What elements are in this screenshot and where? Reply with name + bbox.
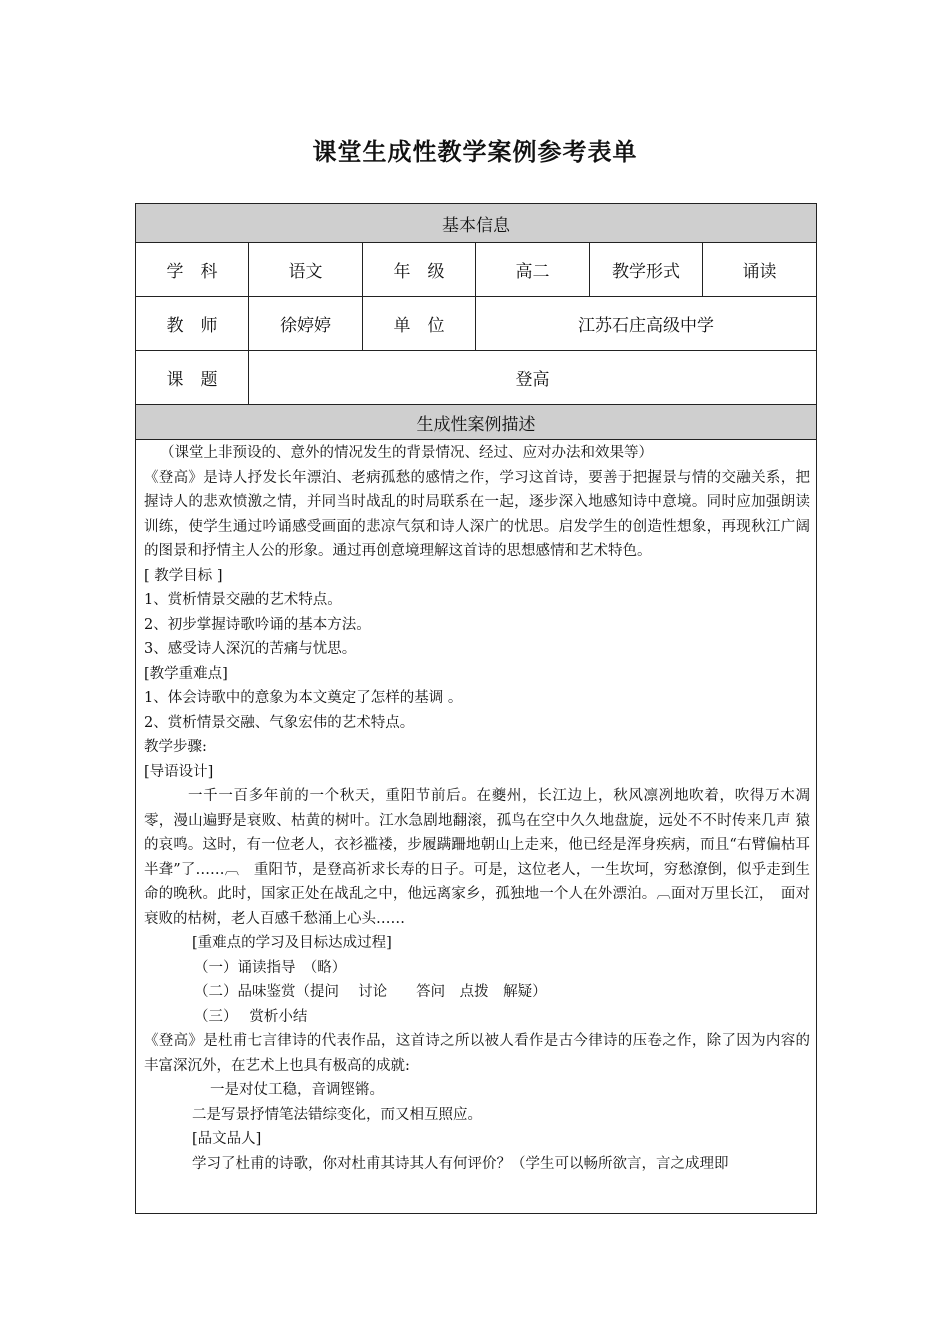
topic-label: 课 题 (136, 351, 249, 405)
case-description-header: 生成性案例描述 (136, 405, 817, 440)
section-heading-intro-design: [导语设计] (144, 763, 214, 780)
summary-point: 二是写景抒情笔法错综变化，而又相互照应。 (192, 1106, 482, 1123)
summary-paragraph: 《登高》是杜甫七言律诗的代表作品，这首诗之所以被人看作是古今律诗的压卷之作，除了因为内容的丰富深沉外，在艺术上也具有极高的成就: (144, 1033, 810, 1074)
unit-value: 江苏石庄高级中学 (476, 297, 817, 351)
page-title: 课堂生成性教学案例参考表单 (312, 138, 638, 166)
section-heading-process: [重难点的学习及目标达成过程] (192, 935, 392, 951)
objective-item: 3、感受诗人深沉的苦痛与忧思。 (144, 641, 357, 657)
teaching-form-label: 教学形式 (590, 243, 703, 297)
topic-value: 登高 (249, 351, 817, 405)
section-heading-steps: 教学步骤: (144, 739, 207, 755)
objective-item: 2、初步掌握诗歌吟诵的基本方法。 (144, 616, 371, 633)
grade-label: 年 级 (363, 243, 476, 297)
objective-item: 1、赏析情景交融的艺术特点。 (144, 592, 342, 608)
appreciation-paragraph: 学习了杜甫的诗歌，你对杜甫其诗其人有何评价？（学生可以畅所欲言，言之成理即 (192, 1155, 729, 1172)
basic-info-header: 基本信息 (136, 204, 817, 243)
description-note: （课堂上非预设的、意外的情况发生的背景情况、经过、应对办法和效果等） (160, 445, 653, 461)
section-heading-appreciation: [品文品人] (192, 1131, 262, 1147)
teaching-form-value: 诵读 (703, 243, 817, 297)
key-point-item: 2、赏析情景交融、气象宏伟的艺术特点。 (144, 714, 415, 731)
teacher-label: 教 师 (136, 297, 249, 351)
section-heading-key-points: [教学重难点] (144, 665, 228, 682)
unit-label: 单 位 (363, 297, 476, 351)
process-step: （三） 赏析小结 (194, 1008, 308, 1025)
intro-design-paragraph: 一千一百多年前的一个秋天，重阳节前后。在夔州，长江边上，秋风凛冽地吹着，吹得万木凋零，漫山遍野是衰败、枯黄的树叶。江水急剧地翻滚，孤鸟在空中久久地盘旋，远处不不时传来几声 猿的哀鸣。这时，有一位老人，衣衫褴褛，步履蹒跚地朝山上走来，他已经是浑身疾病，而且“右臂偏枯耳半聋”了……︹ 重阳节，是登高祈求长寿的日子。可是，这位老人，一生坎坷，穷愁潦倒，似乎走到生命的晚秋。此时，国家正处在战乱之中，他远离家乡，孤独地一个人在外漂泊。︹面对万里长江， 面对衰败的枯树，老人百感千愁涌上心头…… (144, 788, 810, 927)
section-heading-objectives: [ 教学目标 ] (144, 567, 223, 584)
key-point-item: 1、体会诗歌中的意象为本文奠定了怎样的基调 。 (144, 690, 463, 706)
summary-point: 一是对仗工稳，音调铿锵。 (210, 1082, 384, 1098)
case-form-table (135, 203, 817, 1214)
case-description-body (136, 440, 816, 1213)
subject-value: 语文 (249, 243, 363, 297)
subject-label: 学 科 (136, 243, 249, 297)
case-description-cell (136, 440, 817, 1214)
intro-paragraph: 《登高》是诗人抒发长年漂泊、老病孤愁的感情之作，学习这首诗，要善于把握景与情的交融关系，把握诗人的悲欢愤激之情，并同当时战乱的时局联系在一起，逐步深入地感知诗中意境。同时应加强朗读训练，使学生通过吟诵感受画面的悲凉气氛和诗人深广的忧思。启发学生的创造性想象，再现秋江广阔的图景和抒情主人公的形象。通过再创意境理解这首诗的思想感情和艺术特色。 (144, 469, 810, 559)
grade-value: 高二 (476, 243, 590, 297)
process-step: （一）诵读指导 （略） (194, 959, 347, 976)
process-step: （二）品味鉴赏（提问 讨论 答问 点拨 解疑） (194, 984, 547, 1000)
teacher-value: 徐婷婷 (249, 297, 363, 351)
